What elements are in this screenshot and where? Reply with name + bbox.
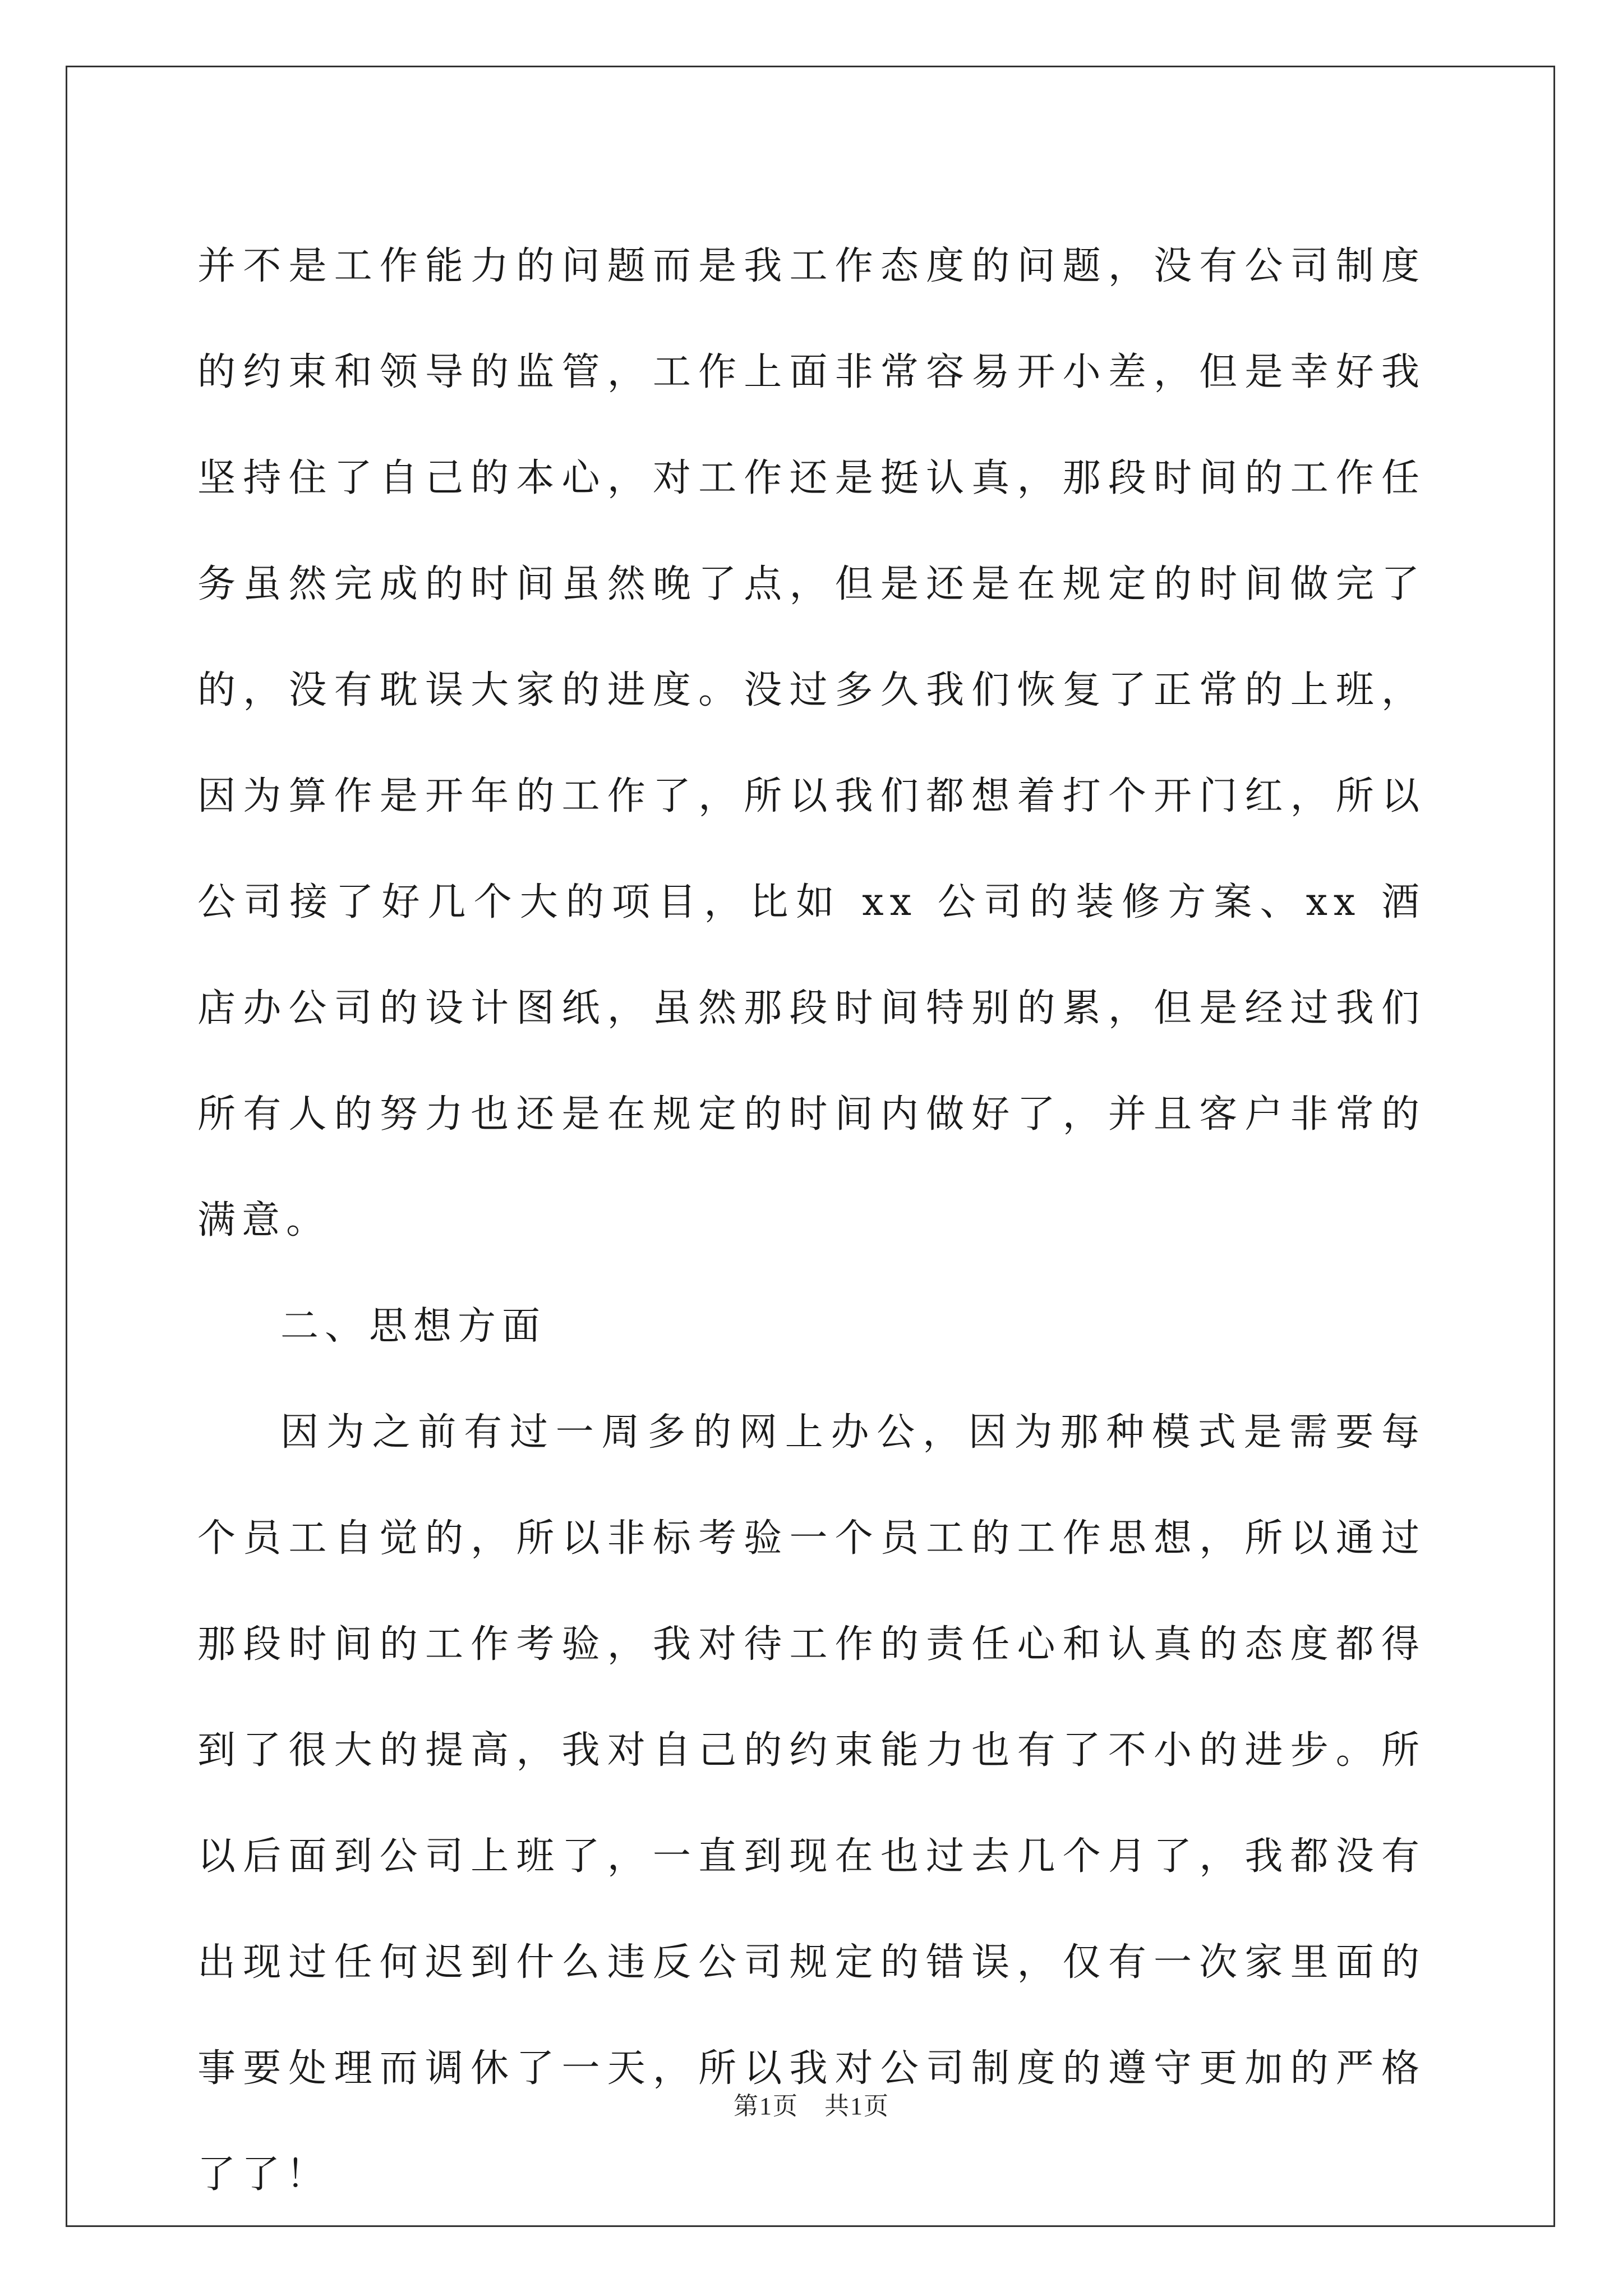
paragraph-continuation: 并不是工作能力的问题而是我工作态度的问题，没有公司制度的约束和领导的监管，工作上面非常容易开小差，但是幸好我坚持住了自己的本心，对工作还是挺认真，那段时间的工作任务虽然完成的时间虽然晚了点，但是还是在规定的时间做完了的，没有耽误大家的进度。没过多久我们恢复了正常的上班，因为算作是开年的工作了，所以我们都想着打个开门红，所以公司接了好几个大的项目，比如 xx 公司的装修方案、xx 酒店办公司的设计图纸，虽然那段时间特别的累，但是经过我们所有人的努力也还是在规定的时间内做好了，并且客户非常的满意。 — [197, 244, 1426, 1243]
paragraph-ideology: 因为之前有过一周多的网上办公，因为那种模式是需要每个员工自觉的，所以非标考验一个员工的工作思想，所以通过那段时间的工作考验，我对待工作的责任心和认真的态度都得到了很大的提高，我对自己的约束能力也有了不小的进步。所以后面到公司上班了，一直到现在也过去几个月了，我都没有出现过任何迟到什么违反公司规定的错误，仅有一次家里面的事要处理而调休了一天，所以我对公司制度的遵守更加的严格了了！ — [197, 1410, 1426, 2197]
document-body — [197, 213, 1426, 2228]
page-number-footer: 第1页 共1页 — [734, 2092, 889, 2120]
section-heading: 二、思想方面 — [280, 1304, 547, 1349]
